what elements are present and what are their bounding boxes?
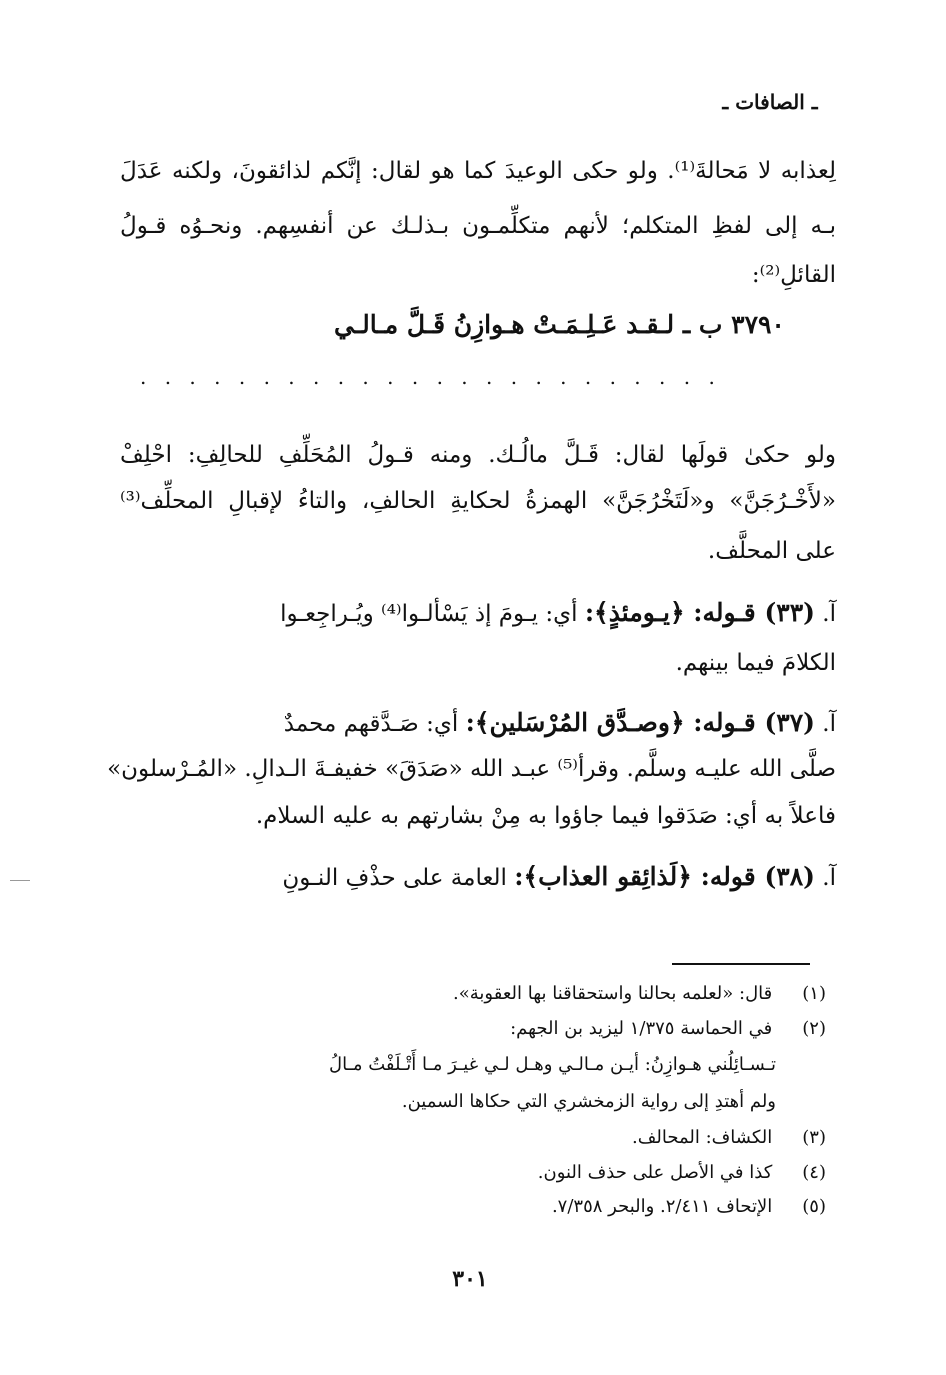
verse-number: ٣٧٩٠ ب ـ — [682, 310, 785, 339]
verse-37-line-3: فاعلاً به أي: صَدَقوا فيما جاؤوا به مِنْ بشارتهم به عليه السلام. — [255, 803, 836, 829]
footnote-number: (٤) — [802, 1162, 826, 1183]
verse-marker: آ. — [822, 601, 836, 627]
footnote-number: (٣) — [802, 1127, 826, 1148]
footnote-3 — [632, 1127, 826, 1148]
running-head: ـ الصافات ـ — [722, 90, 818, 114]
footnote-number: (٥) — [802, 1196, 826, 1217]
footnote-2 — [510, 1018, 826, 1039]
paragraph-2-line-1: ولو حكىٰ قولَها لقال: قَـلَّ مالُـك. ومنه قـولُ المُحَلِّفِ للحالِفِ: احْلِفْ — [120, 442, 836, 468]
footnote-5 — [552, 1196, 826, 1217]
footnote-2-note: ولم أهتدِ إلى رواية الزمخشري التي حكاها السمين. — [401, 1091, 776, 1112]
verse-37-line-2: صلَّى الله عليـه وسلَّم. وقرأ⁽⁵⁾ عبـد الله «صَدَقَ» خفيفـةَ الـدالِ. «المُـرْسلون» — [107, 756, 836, 782]
verse-3790 — [334, 310, 834, 339]
footnote-1 — [453, 983, 826, 1004]
verse-37-line-1 — [120, 708, 836, 739]
footnote-text: قال: «لعلمه بحالنا واستحقاقنا بها العقوبة». — [453, 983, 773, 1004]
verse-33-line-1 — [120, 598, 836, 629]
paragraph-2-line-2: «لأَخْـرُجَنَّ» و«لَتَخْرُجَنَّ» الهمزةُ لحكايةِ الحالفِ، والتاءُ لإقبالِ المحلِّف⁽³⁾ — [120, 488, 836, 514]
ellipsis-dots: . . . . . . . . . . . . . . . . . . . . . . . . — [140, 365, 721, 389]
verse-37-gloss: أي: صَـدَّقهم محمدٌ — [283, 711, 459, 737]
footnote-text: في الحماسة ١/٣٧٥ ليزيد بن الجهم: — [510, 1018, 773, 1039]
footnote-text: الإتحاف ٢/٤١١. والبحر ٧/٣٥٨. — [551, 1196, 773, 1217]
paragraph-2-line-3: على المحلَّف. — [707, 538, 836, 564]
verse-33-heading: (٣٣) قـوله: ﴿يـومئذٍ﴾: — [584, 598, 815, 627]
footnote-text: كذا في الأصل على حذف النون. — [537, 1162, 773, 1183]
paragraph-1-line-2: بـه إلى لفظِ المتكلم؛ لأنهم متكلِّمـون بـذلـك عن أنفسِهم. ونحـوُه قـولُ — [120, 213, 836, 239]
verse-37-heading: (٣٧) قـوله: ﴿وصـدَّق المُرْسَلين﴾: — [465, 708, 815, 737]
paragraph-1-line-3: القائلِ⁽²⁾: — [751, 262, 836, 288]
paragraph-1-line-1: لِعذابه لا مَحالةَ⁽¹⁾. ولو حكى الوعيدَ كما هو لقال: إنَّكم لذائقونَ، ولكنه عَدَلَ — [120, 158, 837, 184]
page-number: ٣٠١ — [452, 1266, 488, 1292]
footnote-rule — [672, 963, 810, 965]
footnote-number: (٢) — [802, 1018, 826, 1039]
footnote-4 — [538, 1162, 826, 1183]
verse-33-line-2: الكلامَ فيما بينهم. — [675, 650, 836, 676]
verse-38-gloss: العامة على حذْفِ النـونِ — [282, 865, 507, 891]
footnote-number: (١) — [802, 983, 826, 1004]
verse-38-heading: (٣٨) قوله: ﴿لَذائِقو العذاب﴾: — [514, 862, 815, 891]
verse-marker: آ. — [822, 865, 836, 891]
verse-marker: آ. — [822, 711, 836, 737]
footnote-2-verse: تـسـائِلُني هـوازِنُ: أيـن مـالـي وهـل لـي غيـرَ مـا أَتْـلَفْتُ مـالُ — [329, 1054, 776, 1075]
margin-mark — [10, 880, 30, 881]
verse-text: لـقـد عَـلِـمَـتْ هـوازِنُ قَـلَّ مـالـي — [334, 310, 675, 339]
verse-33-gloss: أي: يـومَ إذ يَسْألـوا⁽⁴⁾ ويُـراجِعـوا — [280, 601, 578, 627]
verse-38-line-1 — [120, 862, 836, 893]
footnote-text: الكشاف: المحالف. — [632, 1127, 773, 1148]
